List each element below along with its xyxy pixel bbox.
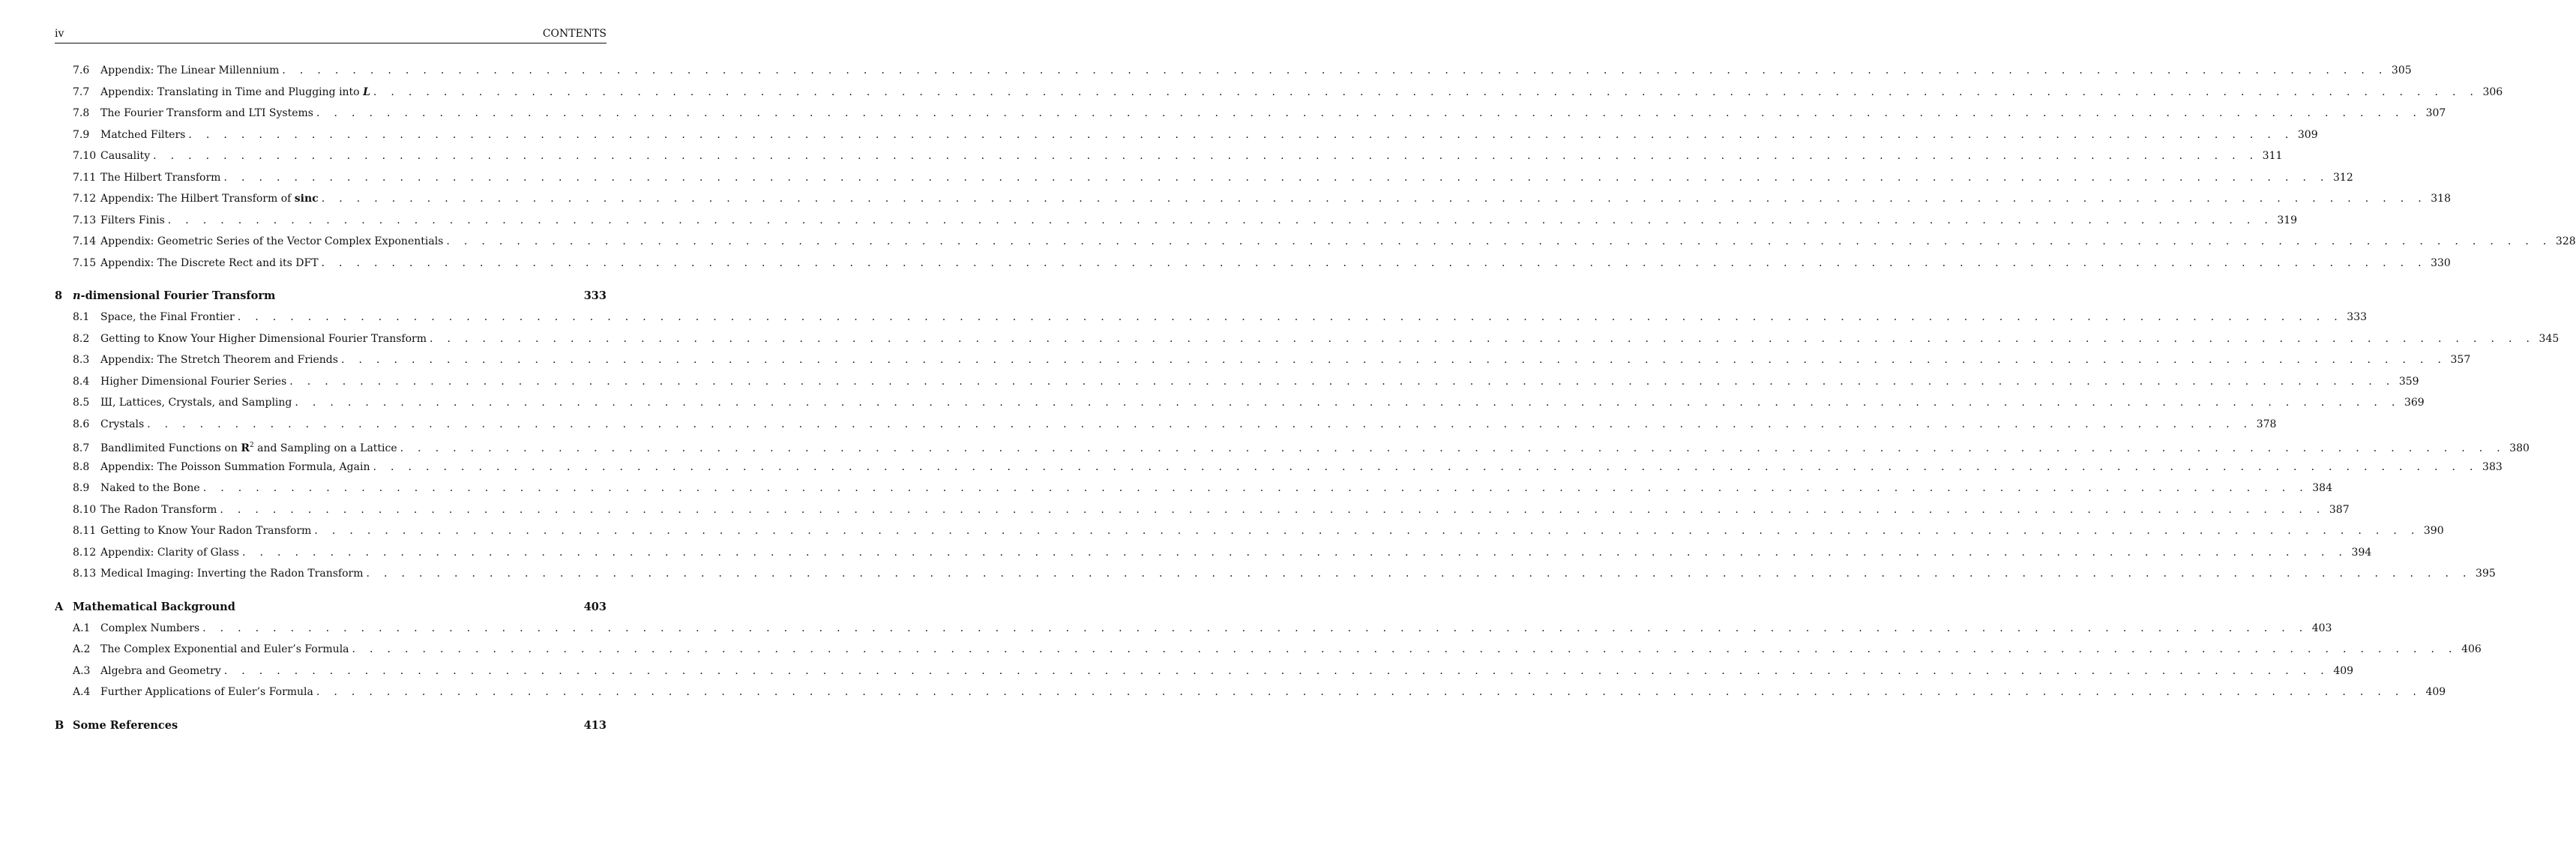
section-title: Appendix: The Stretch Theorem and Friends: [100, 354, 338, 366]
section-page: 403: [2311, 622, 2332, 634]
section-page: 384: [2312, 482, 2332, 494]
dot-leader: . . . . . . . . . . . . . . . . . . . . . . . . . . . . . . . . . . . . . . . . . . . . . . . . . . . . . . . . . . . . . . . . . . . . . . . . . . . . . . . . . . . . . . . . . . . . . . . . . . . . . . . . . . . . . . . . . . . . . . . .: [202, 482, 2308, 494]
dot-leader: . . . . . . . . . . . . . . . . . . . . . . . . . . . . . . . . . . . . . . . . . . . . . . . . . . . . . . . . . . . . . . . . . . . . . . . . . . . . . . . . . . . . . . . . . . . . . . . . . . . . . . . . . . . . . . . . . . . . . . . .: [373, 85, 2479, 98]
section-number: 7.15: [73, 256, 97, 269]
page-number: iv: [55, 28, 64, 40]
section-page: 328: [2555, 235, 2576, 247]
running-head: [55, 28, 607, 40]
section-number: 8.6: [73, 418, 90, 430]
section-page: 330: [2431, 256, 2451, 269]
section-title: Naked to the Bone: [100, 482, 200, 494]
section-number: 8.3: [73, 354, 90, 366]
section-number: 8.1: [73, 311, 90, 323]
section-number: 7.10: [73, 150, 97, 162]
appendix-b-heading[interactable]: [55, 715, 607, 736]
section-page: 409: [2333, 664, 2354, 677]
section-number: A.3: [73, 664, 91, 677]
dot-leader: . . . . . . . . . . . . . . . . . . . . . . . . . . . . . . . . . . . . . . . . . . . . . . . . . . . . . . . . . . . . . . . . . . . . . . . . . . . . . . . . . . . . . . . . . . . . . . . . . . . . . . . . . . . . . . . . . . . . . . . .: [223, 171, 2329, 184]
dot-leader: . . . . . . . . . . . . . . . . . . . . . . . . . . . . . . . . . . . . . . . . . . . . . . . . . . . . . . . . . . . . . . . . . . . . . . . . . . . . . . . . . . . . . . . . . . . . . . . . . . . . . . . . . . . . . . . . . . . . . . . .: [202, 622, 2308, 634]
section-title: Medical Imaging: Inverting the Radon Transform: [100, 568, 364, 580]
section-page: 390: [2423, 525, 2444, 537]
dot-leader: . . . . . . . . . . . . . . . . . . . . . . . . . . . . . . . . . . . . . . . . . . . . . . . . . . . . . . . . . . . . . . . . . . . . . . . . . . . . . . . . . . . . . . . . . . . . . . . . . . . . . . . . . . . . . . . . . . . . . . . .: [153, 150, 2259, 162]
section-number: 7.6: [73, 64, 90, 76]
chapter-title: Some References: [73, 718, 178, 732]
toc-entry[interactable]: [55, 542, 2372, 564]
section-page: 306: [2482, 85, 2503, 98]
section-page: 307: [2425, 107, 2446, 119]
chapter-number: A: [55, 600, 64, 613]
appendix-a-sections: [55, 618, 2482, 703]
section-number: 7.13: [73, 214, 97, 226]
dot-leader: . . . . . . . . . . . . . . . . . . . . . . . . . . . . . . . . . . . . . . . . . . . . . . . . . . . . . . . . . . . . . . . . . . . . . . . . . . . . . . . . . . . . . . . . . . . . . . . . . . . . . . . . . . . . . . . . . . . . . . . .: [188, 128, 2294, 141]
section-number: A.1: [73, 622, 91, 634]
toc-entry[interactable]: [55, 661, 2354, 682]
section-page: 319: [2277, 214, 2298, 226]
section-page: 409: [2425, 686, 2446, 698]
running-title: CONTENTS: [542, 28, 607, 40]
toc-entry[interactable]: [55, 167, 2353, 189]
section-page: 357: [2450, 354, 2471, 366]
section-title: Space, the Final Frontier: [100, 311, 235, 323]
appendix-a-heading[interactable]: [55, 597, 607, 618]
toc-entry[interactable]: [55, 231, 2576, 253]
section-number: 8.12: [73, 546, 97, 559]
section-number: 8.7: [73, 442, 90, 454]
section-page: 345: [2539, 332, 2560, 345]
section-page: 395: [2476, 568, 2496, 580]
section-number: 8.4: [73, 375, 90, 388]
toc-entry[interactable]: [55, 639, 2482, 661]
section-number: 7.7: [73, 85, 90, 98]
toc-entry[interactable]: [55, 145, 2283, 167]
chapter-7-sections: [55, 60, 2576, 274]
section-title: Getting to Know Your Radon Transform: [100, 525, 312, 537]
dot-leader: . . . . . . . . . . . . . . . . . . . . . . . . . . . . . . . . . . . . . . . . . . . . . . . . . . . . . . . . . . . . . . . . . . . . . . . . . . . . . . . . . . . . . . . . . . . . . . . . . . . . . . . . . . . . . . . . . . . . . . . .: [237, 311, 2344, 323]
section-title: Higher Dimensional Fourier Series: [100, 375, 287, 388]
section-title: Appendix: Translating in Time and Plugging into L: [100, 85, 370, 98]
section-page: 406: [2461, 643, 2482, 655]
dot-leader: . . . . . . . . . . . . . . . . . . . . . . . . . . . . . . . . . . . . . . . . . . . . . . . . . . . . . . . . . . . . . . . . . . . . . . . . . . . . . . . . . . . . . . . . . . . . . . . . . . . . . . . . . . . . . . . . . . . . . . . .: [295, 397, 2401, 409]
section-number: 7.9: [73, 128, 90, 141]
section-number: 8.11: [73, 525, 97, 537]
toc-entry[interactable]: [55, 103, 2446, 124]
section-title: The Radon Transform: [100, 503, 217, 516]
toc-entry[interactable]: [55, 414, 2277, 436]
section-page: 394: [2351, 546, 2372, 559]
section-title: Getting to Know Your Higher Dimensional Fourier Transform: [100, 332, 427, 345]
toc-entry[interactable]: [55, 60, 2412, 82]
section-page: 380: [2509, 442, 2530, 454]
toc-entry[interactable]: [55, 520, 2444, 542]
section-title: Causality: [100, 150, 151, 162]
section-title: Ш, Lattices, Crystals, and Sampling: [100, 397, 292, 409]
dot-leader: . . . . . . . . . . . . . . . . . . . . . . . . . . . . . . . . . . . . . . . . . . . . . . . . . . . . . . . . . . . . . . . . . . . . . . . . . . . . . . . . . . . . . . . . . . . . . . . . . . . . . . . . . . . . . . . . . . . . . . . .: [282, 64, 2388, 76]
toc-entry[interactable]: [55, 478, 2332, 499]
section-title: Crystals: [100, 418, 145, 430]
section-title: Complex Numbers: [100, 622, 200, 634]
chapter-8-sections: [55, 307, 2560, 585]
toc-entry[interactable]: [55, 188, 2451, 210]
dot-leader: . . . . . . . . . . . . . . . . . . . . . . . . . . . . . . . . . . . . . . . . . . . . . . . . . . . . . . . . . . . . . . . . . . . . . . . . . . . . . . . . . . . . . . . . . . . . . . . . . . . . . . . . . . . . . . . . . . . . . . . .: [352, 643, 2458, 655]
toc-entry[interactable]: [55, 253, 2451, 274]
section-number: 7.8: [73, 107, 90, 119]
section-number: 8.2: [73, 332, 90, 345]
section-title: Appendix: Geometric Series of the Vector Complex Exponentials: [100, 235, 444, 247]
toc-entry[interactable]: [55, 563, 2496, 585]
chapter-title: Mathematical Background: [73, 600, 235, 613]
section-number: A.4: [73, 686, 91, 698]
section-page: 305: [2391, 64, 2412, 76]
section-page: 387: [2329, 503, 2350, 516]
section-title: Filters Finis: [100, 214, 165, 226]
section-page: 383: [2482, 460, 2503, 473]
section-number: 8.8: [73, 460, 90, 473]
toc-entry[interactable]: [55, 435, 2530, 457]
section-title: Appendix: The Poisson Summation Formula, Again: [100, 460, 370, 473]
dot-leader: . . . . . . . . . . . . . . . . . . . . . . . . . . . . . . . . . . . . . . . . . . . . . . . . . . . . . . . . . . . . . . . . . . . . . . . . . . . . . . . . . . . . . . . . . . . . . . . . . . . . . . . . . . . . . . . . . . . . . . . .: [429, 332, 2536, 345]
section-number: 8.5: [73, 397, 90, 409]
section-number: A.2: [73, 643, 91, 655]
dot-leader: . . . . . . . . . . . . . . . . . . . . . . . . . . . . . . . . . . . . . . . . . . . . . . . . . . . . . . . . . . . . . . . . . . . . . . . . . . . . . . . . . . . . . . . . . . . . . . . . . . . . . . . . . . . . . . . . . . . . . . . .: [241, 546, 2348, 559]
section-page: 312: [2333, 171, 2353, 184]
dot-leader: . . . . . . . . . . . . . . . . . . . . . . . . . . . . . . . . . . . . . . . . . . . . . . . . . . . . . . . . . . . . . . . . . . . . . . . . . . . . . . . . . . . . . . . . . . . . . . . . . . . . . . . . . . . . . . . . . . . . . . . .: [316, 686, 2422, 698]
section-number: 8.9: [73, 482, 90, 494]
toc-entry[interactable]: [55, 349, 2471, 371]
chapter-page: 333: [583, 289, 607, 302]
toc-entry[interactable]: [55, 307, 2368, 328]
toc-entry[interactable]: [55, 124, 2318, 146]
dot-leader: . . . . . . . . . . . . . . . . . . . . . . . . . . . . . . . . . . . . . . . . . . . . . . . . . . . . . . . . . . . . . . . . . . . . . . . . . . . . . . . . . . . . . . . . . . . . . . . . . . . . . . . . . . . . . . . . . . . . . . . .: [446, 235, 2552, 247]
toc-entry[interactable]: [55, 457, 2503, 478]
section-title: Appendix: Clarity of Glass: [100, 546, 239, 559]
dot-leader: . . . . . . . . . . . . . . . . . . . . . . . . . . . . . . . . . . . . . . . . . . . . . . . . . . . . . . . . . . . . . . . . . . . . . . . . . . . . . . . . . . . . . . . . . . . . . . . . . . . . . . . . . . . . . . . . . . . . . . . .: [321, 193, 2427, 205]
section-title: Appendix: The Discrete Rect and its DFT: [100, 256, 319, 269]
dot-leader: . . . . . . . . . . . . . . . . . . . . . . . . . . . . . . . . . . . . . . . . . . . . . . . . . . . . . . . . . . . . . . . . . . . . . . . . . . . . . . . . . . . . . . . . . . . . . . . . . . . . . . . . . . . . . . . . . . . . . . . .: [223, 664, 2330, 677]
dot-leader: . . . . . . . . . . . . . . . . . . . . . . . . . . . . . . . . . . . . . . . . . . . . . . . . . . . . . . . . . . . . . . . . . . . . . . . . . . . . . . . . . . . . . . . . . . . . . . . . . . . . . . . . . . . . . . . . . . . . . . . .: [167, 214, 2274, 226]
section-number: 8.13: [73, 568, 97, 580]
toc-entry[interactable]: [55, 392, 2425, 414]
chapter-title: n-dimensional Fourier Transform: [73, 289, 276, 302]
chapter-page: 413: [583, 718, 607, 732]
chapter-number: 8: [55, 289, 63, 302]
dot-leader: . . . . . . . . . . . . . . . . . . . . . . . . . . . . . . . . . . . . . . . . . . . . . . . . . . . . . . . . . . . . . . . . . . . . . . . . . . . . . . . . . . . . . . . . . . . . . . . . . . . . . . . . . . . . . . . . . . . . . . . .: [316, 107, 2422, 119]
section-title: Matched Filters: [100, 128, 186, 141]
toc-entry[interactable]: [55, 371, 2419, 393]
section-title: Bandlimited Functions on $R^2$ and Sampling on a Lattice: [100, 442, 397, 454]
dot-leader: . . . . . . . . . . . . . . . . . . . . . . . . . . . . . . . . . . . . . . . . . . . . . . . . . . . . . . . . . . . . . . . . . . . . . . . . . . . . . . . . . . . . . . . . . . . . . . . . . . . . . . . . . . . . . . . . . . . . . . . .: [366, 568, 2472, 580]
section-page: 369: [2404, 397, 2425, 409]
toc-entry[interactable]: [55, 618, 2332, 640]
section-title: The Hilbert Transform: [100, 171, 221, 184]
section-page: 318: [2431, 193, 2451, 205]
section-title: The Complex Exponential and Euler’s Formula: [100, 643, 349, 655]
section-page: 333: [2347, 311, 2368, 323]
section-page: 311: [2262, 150, 2283, 162]
section-number: 7.11: [73, 171, 97, 184]
section-title: Appendix: The Hilbert Transform of sinc: [100, 193, 319, 205]
section-page: 378: [2256, 418, 2277, 430]
section-number: 8.10: [73, 503, 97, 516]
section-title: Further Applications of Euler’s Formula: [100, 686, 313, 698]
dot-leader: . . . . . . . . . . . . . . . . . . . . . . . . . . . . . . . . . . . . . . . . . . . . . . . . . . . . . . . . . . . . . . . . . . . . . . . . . . . . . . . . . . . . . . . . . . . . . . . . . . . . . . . . . . . . . . . . . . . . . . . .: [220, 503, 2326, 516]
dot-leader: . . . . . . . . . . . . . . . . . . . . . . . . . . . . . . . . . . . . . . . . . . . . . . . . . . . . . . . . . . . . . . . . . . . . . . . . . . . . . . . . . . . . . . . . . . . . . . . . . . . . . . . . . . . . . . . . . . . . . . . .: [400, 442, 2506, 454]
section-number: 7.12: [73, 193, 97, 205]
dot-leader: . . . . . . . . . . . . . . . . . . . . . . . . . . . . . . . . . . . . . . . . . . . . . . . . . . . . . . . . . . . . . . . . . . . . . . . . . . . . . . . . . . . . . . . . . . . . . . . . . . . . . . . . . . . . . . . . . . . . . . . .: [147, 418, 2253, 430]
dot-leader: . . . . . . . . . . . . . . . . . . . . . . . . . . . . . . . . . . . . . . . . . . . . . . . . . . . . . . . . . . . . . . . . . . . . . . . . . . . . . . . . . . . . . . . . . . . . . . . . . . . . . . . . . . . . . . . . . . . . . . . .: [289, 375, 2395, 388]
toc-entry[interactable]: [55, 210, 2298, 232]
dot-leader: . . . . . . . . . . . . . . . . . . . . . . . . . . . . . . . . . . . . . . . . . . . . . . . . . . . . . . . . . . . . . . . . . . . . . . . . . . . . . . . . . . . . . . . . . . . . . . . . . . . . . . . . . . . . . . . . . . . . . . . .: [314, 525, 2420, 537]
section-title: Algebra and Geometry: [100, 664, 221, 677]
dot-leader: . . . . . . . . . . . . . . . . . . . . . . . . . . . . . . . . . . . . . . . . . . . . . . . . . . . . . . . . . . . . . . . . . . . . . . . . . . . . . . . . . . . . . . . . . . . . . . . . . . . . . . . . . . . . . . . . . . . . . . . .: [340, 354, 2447, 366]
section-number: 7.14: [73, 235, 97, 247]
toc-entry[interactable]: [55, 499, 2350, 521]
toc-entry[interactable]: [55, 682, 2446, 703]
section-page: 309: [2297, 128, 2318, 141]
section-page: 359: [2398, 375, 2419, 388]
toc-entry[interactable]: [55, 82, 2503, 103]
chapter-8-heading[interactable]: [55, 286, 607, 307]
dot-leader: . . . . . . . . . . . . . . . . . . . . . . . . . . . . . . . . . . . . . . . . . . . . . . . . . . . . . . . . . . . . . . . . . . . . . . . . . . . . . . . . . . . . . . . . . . . . . . . . . . . . . . . . . . . . . . . . . . . . . . . .: [373, 460, 2479, 473]
section-title: The Fourier Transform and LTI Systems: [100, 107, 313, 119]
section-title: Appendix: The Linear Millennium: [100, 64, 280, 76]
dot-leader: . . . . . . . . . . . . . . . . . . . . . . . . . . . . . . . . . . . . . . . . . . . . . . . . . . . . . . . . . . . . . . . . . . . . . . . . . . . . . . . . . . . . . . . . . . . . . . . . . . . . . . . . . . . . . . . . . . . . . . . .: [321, 256, 2427, 269]
toc-entry[interactable]: [55, 328, 2560, 350]
table-of-contents: [55, 60, 2576, 736]
chapter-page: 403: [583, 600, 607, 613]
chapter-number: B: [55, 718, 64, 732]
